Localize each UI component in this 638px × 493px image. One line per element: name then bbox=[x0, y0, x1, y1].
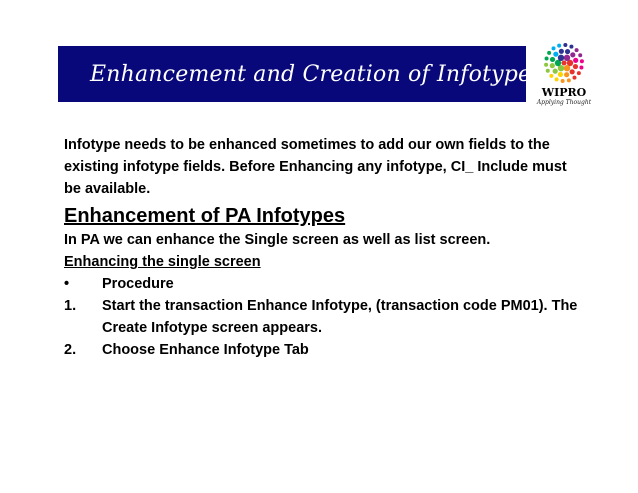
wipro-logo bbox=[532, 40, 596, 108]
logo-name: WIPRO bbox=[541, 86, 587, 99]
logo-dot bbox=[559, 49, 564, 54]
logo-dot bbox=[569, 45, 573, 49]
bullet-marker: • bbox=[64, 276, 70, 292]
logo-dot bbox=[572, 76, 576, 80]
list-item bbox=[64, 339, 584, 361]
logo-dot bbox=[564, 55, 570, 61]
logo-dot bbox=[573, 58, 578, 63]
logo-dot bbox=[544, 63, 548, 67]
logo-dot bbox=[580, 59, 584, 63]
slide-title: Enhancement and Creation of Infotypes bbox=[90, 61, 543, 87]
logo-dot bbox=[552, 46, 556, 50]
logo-dot bbox=[567, 78, 571, 82]
logo-dot bbox=[578, 53, 582, 57]
number-marker: 2. bbox=[64, 342, 77, 358]
logo-dot bbox=[564, 65, 570, 71]
logo-dot bbox=[553, 69, 558, 74]
list-item-text: Procedure bbox=[102, 276, 174, 292]
logo-dot bbox=[546, 69, 550, 73]
slide-body bbox=[64, 134, 584, 361]
logo-dot bbox=[561, 79, 565, 83]
sub-heading: Enhancing the single screen bbox=[64, 254, 261, 270]
logo-tagline: Applying Thought bbox=[536, 99, 592, 106]
logo-dot bbox=[579, 65, 583, 69]
number-marker: 1. bbox=[64, 298, 77, 314]
list-item bbox=[64, 295, 584, 339]
logo-dot bbox=[557, 44, 561, 48]
section-heading: Enhancement of PA Infotypes bbox=[64, 205, 346, 227]
logo-dot bbox=[558, 55, 564, 61]
logo-dot bbox=[562, 61, 567, 66]
logo-dot bbox=[550, 57, 555, 62]
logo-dot bbox=[564, 72, 569, 77]
logo-dot bbox=[565, 49, 570, 54]
logo-dot bbox=[547, 51, 551, 55]
intro-paragraph: Infotype needs to be enhanced sometimes to add our own fields to the existing infotype fields. Before Enhancing any infotype, CI_ Include must be available. bbox=[64, 137, 567, 197]
logo-dot bbox=[549, 74, 553, 78]
logo-dot bbox=[550, 63, 555, 68]
list-item bbox=[64, 273, 584, 295]
logo-dot bbox=[555, 77, 559, 81]
logo-dot bbox=[570, 52, 575, 57]
logo-dot bbox=[553, 52, 558, 57]
logo-dot bbox=[545, 57, 549, 61]
logo-dot bbox=[577, 71, 581, 75]
section-text: In PA we can enhance the Single screen as well as list screen. bbox=[64, 232, 491, 248]
list-item-text: Start the transaction Enhance Infotype, (transaction code PM01). The Create Infotype screen appears. bbox=[102, 298, 578, 336]
logo-dot bbox=[563, 43, 567, 47]
logo-dot bbox=[570, 69, 575, 74]
logo-dot bbox=[558, 72, 563, 77]
list-item-text: Choose Enhance Infotype Tab bbox=[102, 342, 309, 358]
title-banner bbox=[58, 46, 543, 102]
wipro-rainbow-flower-icon bbox=[532, 40, 596, 86]
logo-dot bbox=[573, 64, 578, 69]
logo-dot bbox=[575, 48, 579, 52]
